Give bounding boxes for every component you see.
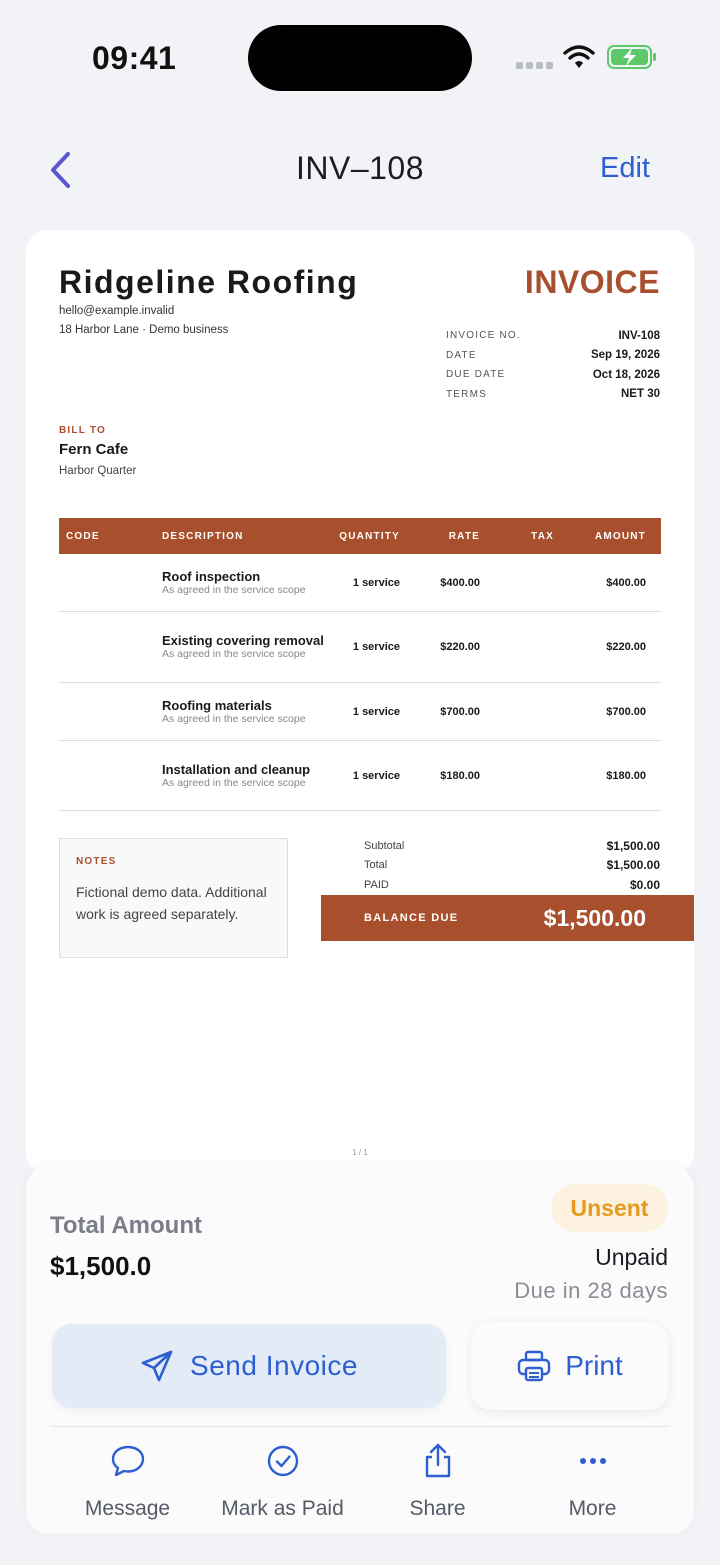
meta-label: TERMS [446,388,487,400]
meta-value: Oct 18, 2026 [592,368,660,381]
item-amount: $700.00 [606,705,646,718]
invoice-preview[interactable] [26,230,694,1175]
mark-as-paid-label: Mark as Paid [221,1497,344,1520]
item-amount: $220.00 [606,641,646,653]
column-header-rate: RATE [448,530,480,542]
bill-to-label: BILL TO [59,425,106,436]
meta-row [446,385,660,405]
printer-icon [517,1350,551,1382]
edit-button[interactable]: Edit [600,152,650,184]
balance-due-label: BALANCE DUE [364,912,459,924]
totals-label: Total [364,859,388,872]
meta-row [446,346,660,366]
column-header-code: CODE [66,530,100,542]
totals-value: $1,500.00 [606,838,660,853]
wifi-icon [563,44,595,70]
payment-status: Unpaid [595,1244,668,1270]
status-time: 09:41 [92,40,177,76]
item-name: Roofing materials [162,697,272,713]
page-title: INV–108 [295,150,425,186]
cellular-signal-icon [516,62,553,69]
item-rate: $700.00 [440,705,480,718]
more-label: More [568,1497,617,1520]
total-amount-value: $1,500.0 [50,1251,152,1281]
business-email: hello@example.invalid [59,305,175,317]
meta-value: INV-108 [618,329,660,342]
due-date-text: Due in 28 days [514,1278,668,1303]
line-items-table [59,518,661,811]
column-header-description: DESCRIPTION [162,530,244,542]
share-action[interactable] [360,1437,515,1521]
ellipsis-icon [573,1441,613,1481]
share-label: Share [409,1497,466,1520]
chat-bubble-icon [108,1441,148,1481]
item-quantity: 1 service [352,705,400,718]
column-header-quantity: QUANTITY [339,530,400,542]
meta-row [446,326,660,346]
item-description [162,763,324,789]
totals [364,836,660,895]
item-note: As agreed in the service scope [162,583,306,596]
meta-value: Sep 19, 2026 [590,349,660,362]
total-amount-label: Total Amount [50,1212,202,1239]
meta-label: DUE DATE [446,369,506,381]
item-rate: $400.00 [440,576,480,589]
bill-to-name: Fern Cafe [59,441,129,458]
print-button[interactable] [471,1322,669,1410]
dynamic-island [248,25,472,91]
share-icon [418,1441,458,1481]
meta-label: INVOICE NO. [446,330,521,342]
item-quantity: 1 service [352,576,400,589]
item-note: As agreed in the service scope [162,648,306,660]
totals-label: PAID [364,878,389,891]
more-action[interactable] [515,1437,670,1521]
meta-label: DATE [446,349,477,361]
item-description [162,634,324,660]
status-badge: Unsent [551,1184,668,1232]
status-bar [0,0,720,120]
notes-label: NOTES [76,856,117,867]
notes-box [59,838,288,958]
table-row [59,554,661,612]
invoice-summary-sheet [26,1165,694,1534]
item-name: Installation and cleanup [162,761,311,777]
table-header [59,518,661,554]
item-name: Roof inspection [162,568,261,584]
chevron-left-icon [48,151,72,189]
table-row [59,741,661,811]
send-invoice-label: Send Invoice [190,1350,358,1381]
item-name: Existing covering removal [162,633,324,648]
battery-charging-icon [607,45,657,69]
page-indicator: 1 / 1 [352,1148,368,1157]
balance-due-bar [321,895,694,941]
item-rate: $220.00 [440,641,480,653]
print-label: Print [565,1350,623,1381]
item-quantity: 1 service [352,769,400,782]
business-address: 18 Harbor Lane · Demo business [59,324,229,336]
item-rate: $180.00 [440,769,480,782]
invoice-meta [446,326,660,404]
item-description [162,570,324,596]
item-amount: $180.00 [606,769,646,782]
meta-row [446,365,660,385]
meta-value: NET 30 [621,388,660,401]
document-title: INVOICE [524,264,660,300]
table-row [59,683,661,741]
bill-to-subtitle: Harbor Quarter [59,465,137,477]
item-amount: $400.00 [606,576,646,589]
totals-value: $1,500.00 [606,858,660,873]
item-quantity: 1 service [352,641,400,653]
paper-plane-icon [140,1349,174,1383]
action-bar [50,1437,670,1521]
item-note: As agreed in the service scope [162,712,306,725]
table-row [59,612,661,683]
send-invoice-button[interactable] [52,1324,446,1408]
item-note: As agreed in the service scope [162,776,306,789]
business-name: Ridgeline Roofing [59,264,359,300]
totals-row [364,856,660,876]
mark-as-paid-action[interactable] [205,1437,360,1521]
balance-due-value: $1,500.00 [543,904,646,931]
message-action[interactable] [50,1437,205,1521]
totals-row [364,836,660,856]
back-button[interactable] [40,148,80,192]
item-description [162,699,324,725]
totals-label: Subtotal [364,839,405,852]
notes-text: Fictional demo data. Additional work is agreed separately. [76,884,267,922]
message-label: Message [84,1497,171,1520]
column-header-tax: TAX [531,530,554,542]
check-circle-icon [263,1441,303,1481]
column-header-amount: AMOUNT [594,530,646,542]
totals-row [364,875,660,895]
totals-value: $0.00 [629,877,660,892]
divider [50,1426,670,1427]
